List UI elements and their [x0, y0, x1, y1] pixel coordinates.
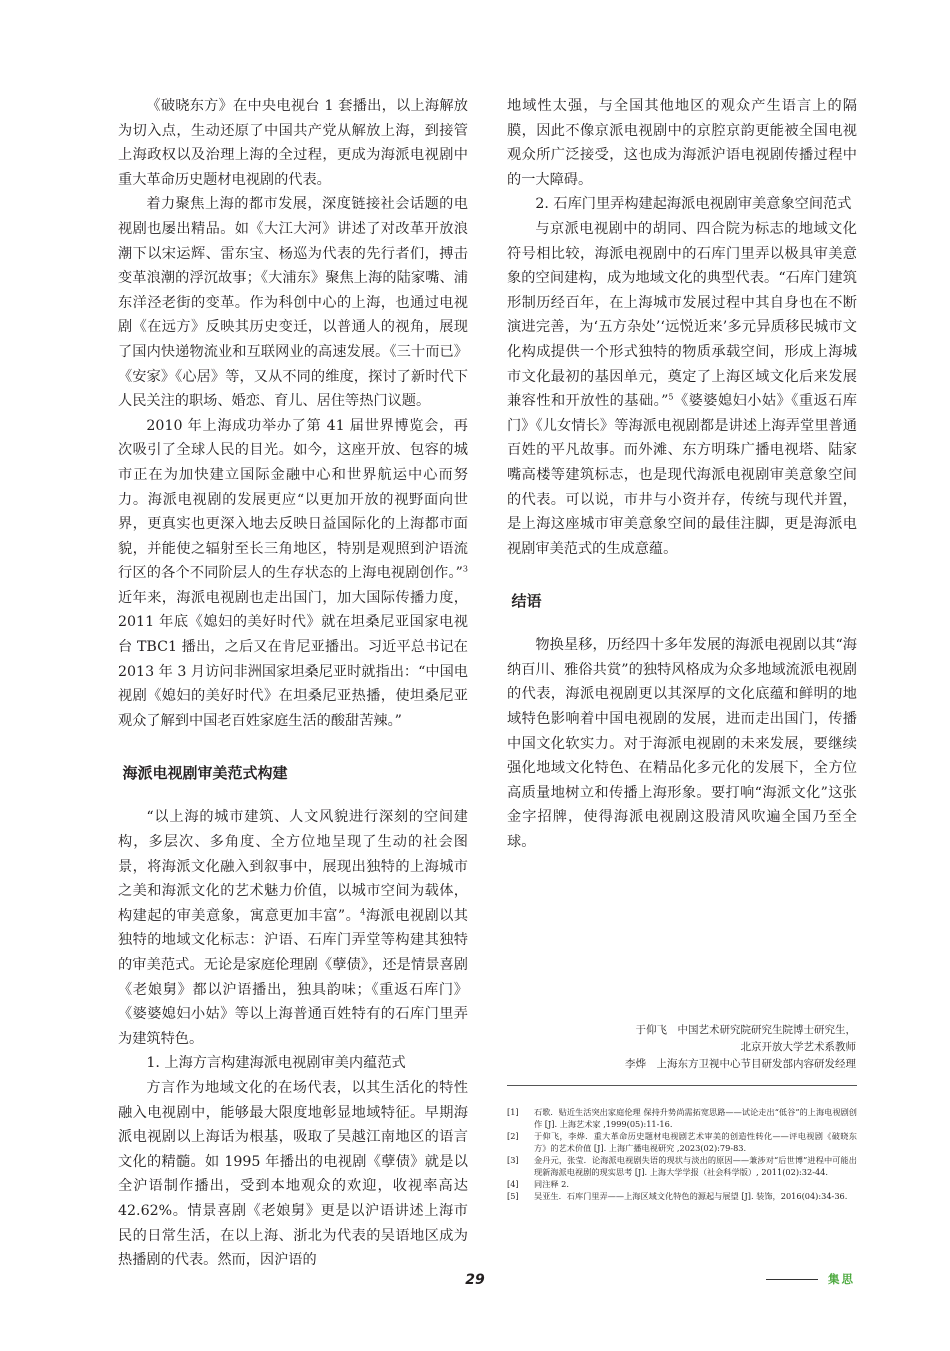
paragraph-text: 海派电视剧以其独特的地域文化标志：沪语、石库门弄堂等构建其独特的审美范式。无论是家庭伦理剧《孽债》，还是情景喜剧《老娘舅》都以沪语播出，独具韵味；《重返石库门》《婆婆媳妇小姑》等以上海普通百姓特有的石库门里弄为建筑特色。: [118, 907, 468, 1047]
right-column: [507, 94, 857, 855]
footnote-number: [4]: [507, 1179, 519, 1189]
author-line: 李烨 上海东方卫视中心节目研发部内容研发经理: [625, 1058, 856, 1070]
paragraph-text: 2010 年上海成功举办了第 41 届世界博览会，再次吸引了全球人民的目光。如今，这座开放、包容的城市正在为加快建立国际金融中心和世界航运中心而努力。海派电视剧的发展更应“以更加开放的视野面向世界，更真实也更深入地去反映日益国际化的上海都市面貌，并能使之辐射至长三角地区，特别是观照到沪语流行区的各个不同阶层人的生存状态的上海电视剧创作。”: [118, 417, 468, 582]
footnote-number: [5]: [507, 1191, 519, 1201]
footnote-number: [3]: [507, 1155, 519, 1165]
footnote-ref: 5: [668, 392, 674, 402]
footnotes: [507, 1106, 857, 1202]
notes-divider: [507, 1085, 857, 1086]
paragraph-text: “以上海的城市建筑、人文风貌进行深刻的空间建构，多层次、多角度、全方位地呈现了生动的社会图景，将海派文化融入到叙事中，展现出独特的上海城市之美和海派文化的艺术魅力价值，以城市空间为载体，构建起的审美意象，寓意更加丰富”。: [118, 809, 468, 924]
author-line: 北京开放大学艺术系教师: [740, 1041, 856, 1053]
section-heading: 海派电视剧审美范式构建: [122, 764, 288, 783]
paragraph-text: 《婆婆媳妇小姑》《重返石库门》《儿女情长》等海派电视剧都是讲述上海弄堂里普通百姓的平凡故事。而外滩、东方明珠广播电视塔、陆家嘴高楼等建筑标志，也是现代海派电视剧审美意象空间的代表。可以说，市井与小资并存，传统与现代并置，是上海这座城市审美意象空间的最佳注脚，更是海派电视剧审美范式的生成意蕴。: [507, 393, 857, 557]
subheading: 1. 上海方言构建海派电视剧审美内蕴范式: [146, 1055, 406, 1072]
paragraph-text: 与京派电视剧中的胡同、四合院为标志的地域文化符号相比较，海派电视剧中的石库门里弄以极具审美意象的空间建构，成为地域文化的典型代表。“石库门建筑形制历经百年，在上海城市发展过程中其自身也在不断演进完善，为‘五方杂处’‘远悦近来’多元异质移民城市文化构成提供一个形式独特的物质承载空间，形成上海城市文化最初的基因单元，奠定了上海区域文化后来发展兼容性和开放性的基础。”: [507, 220, 857, 410]
footnote-text: 吴亚生．石库门里弄——上海区域文化特色的源起与展望 [J]. 装饰，2016(04):34-36.: [534, 1191, 848, 1201]
paragraph-text: 近年来，海派电视剧也走出国门，加大国际传播力度，2011 年底《媳妇的美好时代》就在坦桑尼亚国家电视台 TBC1 播出，之后又在肯尼亚播出。习近平总书记在 2013 年 3 月访问非洲国家坦桑尼亚时就指出：“中国电视剧《媳妇的美好时代》在坦桑尼亚热播，使坦桑尼亚观众了解到中国老百姓家庭生活的酸甜苦辣。”: [118, 589, 468, 729]
footnote-number: [2]: [507, 1131, 519, 1141]
body-paragraph: 方言作为地域文化的在场代表，以其生活化的特性融入电视剧中，能够最大限度地彰显地域特征。早期海派电视剧以上海话为根基，吸取了吴越江南地区的语言文化的精髓。如 1995 年播出的电视剧《孽债》就是以全沪语制作播出，受到本地观众的欢迎，收视率高达 42.62%。情景喜剧《老娘舅》更是以沪语讲述上海市民的日常生活，在以上海、浙北为代表的吴语地区成为热播剧的代表。然而，因沪语的: [118, 1079, 468, 1269]
left-column: [118, 94, 468, 1273]
footnote-text: 于仰飞，李烨．重大革命历史题材电视剧艺术审美的创造性转化——评电视剧《破晓东方》的艺术价值 [J]. 上海广播电视研究 ,2023(02):79-83.: [534, 1131, 857, 1153]
brand-divider: [766, 1279, 818, 1280]
page-number: 29: [465, 1272, 485, 1288]
section-heading: 结语: [511, 592, 542, 611]
body-paragraph: 物换星移，历经四十多年发展的海派电视剧以其“海纳百川、雅俗共赏”的独特风格成为众多地域流派电视剧的代表，海派电视剧更以其深厚的文化底蕴和鲜明的地域特色影响着中国电视剧的发展，进而走出国门，传播中国文化软实力。对于海派电视剧的未来发展，要继续强化地域文化特色、在精品化多元化的发展下，全方位高质量地树立和传播上海形象。要打响“海派文化”这张金字招牌，使得海派电视剧这股清风吹遍全国乃至全球。: [507, 637, 857, 851]
footnote-ref: 4: [360, 907, 366, 917]
footnote: [507, 1190, 857, 1202]
footnote: [507, 1130, 857, 1154]
footnote-text: 金丹元，张莹．论海派电视剧失语的现状与淡出的原因——兼涉对“后世博”进程中可能出现新海派电视剧的现实思考 [J]. 上海大学学报（社会科学版）, 2011(02):32-44.: [534, 1155, 857, 1177]
footnote-number: [1]: [507, 1107, 519, 1117]
footnote: [507, 1154, 857, 1178]
magazine-brand: [766, 1271, 855, 1287]
body-paragraph: 《破晓东方》在中央电视台 1 套播出，以上海解放为切入点，生动还原了中国共产党从解放上海，到接管上海政权以及治理上海的全过程，更成为海派电视剧中重大革命历史题材电视剧的代表。: [118, 98, 468, 188]
body-paragraph: [118, 414, 468, 734]
body-paragraph: 着力聚焦上海的都市发展，深度链接社会话题的电视剧也屡出精品。如《大江大河》讲述了对改革开放浪潮下以宋运辉、雷东宝、杨巡为代表的先行者们，搏击变革浪潮的浮沉故事；《大浦东》聚焦上海的陆家嘴、浦东洋泾老街的变革。作为科创中心的上海，也通过电视剧《在远方》反映其历史变迁，以普通人的视角，展现了国内快递物流业和互联网业的高速发展。《三十而已》《安家》《心居》等，又从不同的维度，探讨了新时代下人民关注的职场、婚恋、育儿、居住等热门议题。: [118, 196, 468, 410]
body-paragraph: [507, 217, 857, 561]
brand-label: 集思: [828, 1272, 855, 1286]
body-paragraph: [118, 805, 468, 1051]
body-paragraph: 地域性太强，与全国其他地区的观众产生语言上的隔膜，因此不像京派电视剧中的京腔京韵更能被全国电视观众所广泛接受，这也成为海派沪语电视剧传播过程中的一大障碍。: [507, 98, 857, 188]
author-line: 于仰飞 中国艺术研究院研究生院博士研究生，: [635, 1024, 856, 1036]
footnote-text: 石歌．贴近生活突出家庭伦理 保持升势尚需拓宽思路——试论走出“低谷”的上海电视剧创作 [J]. 上海艺术家 ,1999(05):11-16.: [534, 1107, 857, 1129]
author-info: [540, 1022, 856, 1073]
subheading: 2. 石库门里弄构建起海派电视剧审美意象空间范式: [535, 196, 852, 213]
footnote: [507, 1106, 857, 1130]
footnote: [507, 1178, 857, 1190]
footnote-text: 同注释 2.: [534, 1179, 569, 1189]
footnote-ref: 3: [462, 564, 468, 574]
